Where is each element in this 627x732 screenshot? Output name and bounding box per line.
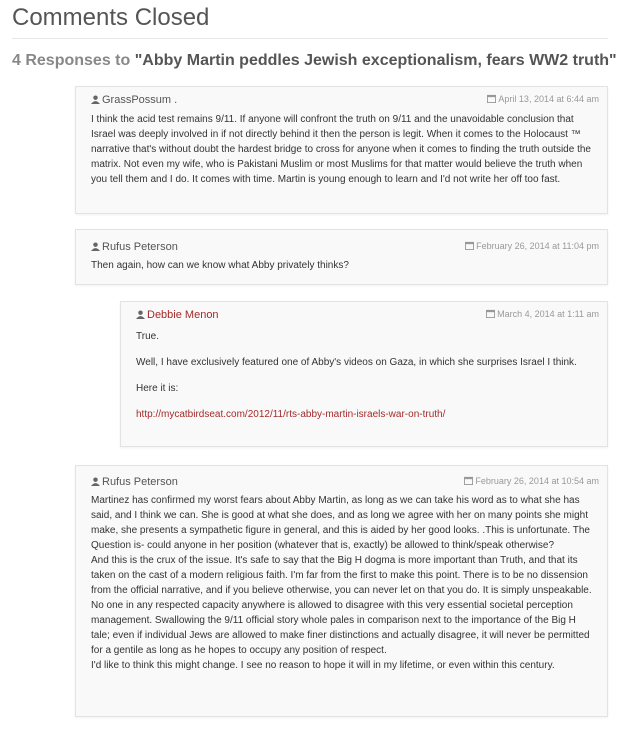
responses-heading: [12, 52, 617, 70]
external-link[interactable]: http://mycatbirdseat.com/2012/11/rts-abby-martin-israels-war-on-truth/: [136, 409, 446, 420]
comment-card: [75, 465, 608, 717]
comment-body: [91, 493, 597, 673]
comment-author: [91, 94, 177, 106]
author-name: Rufus Peterson: [102, 241, 178, 253]
comment-card: [75, 86, 608, 214]
comment-author[interactable]: [136, 309, 219, 321]
reply-card: [120, 301, 608, 447]
comment-body: [91, 258, 597, 273]
author-name: GrassPossum .: [102, 94, 178, 106]
author-name: Rufus Peterson: [102, 476, 178, 488]
comment-date: [487, 94, 599, 104]
comment-paragraph: Then again, how can we know what Abby privately thinks?: [91, 260, 349, 271]
calendar-icon: [486, 309, 495, 318]
date-text: March 4, 2014 at 1:11 am: [497, 309, 599, 319]
comment-date: [486, 309, 599, 319]
title-divider: [12, 38, 608, 39]
user-icon: [91, 95, 100, 104]
comment-body: [91, 112, 597, 187]
comment-paragraph: And this is the crux of the issue. It's safe to say that the Big H dogma is more important than Truth, and that its taken on the cast of a modern religious faith. I'm far from the first to make this point. There is to be no dissension from the official narrative, and if you believe otherwise, you can never let on that you do. It is simply unspeakable. No one in any respected capacity anywhere is allowed to disagree with this very essential societal perception management. Swallowing the 9/11 official story whole pales in comparison next to the importance of the Big H tale; even if individual Jews are allowed to make finer distinctions and actually disagree, it will never be permitted for a gentile as long as he hopes to occupy any position of respect.: [91, 555, 592, 656]
date-text: April 13, 2014 at 6:44 am: [498, 94, 599, 104]
post-title: "Abby Martin peddles Jewish exceptionalism, fears WW2 truth": [134, 52, 617, 69]
comment-link-paragraph: [136, 407, 597, 422]
comment-meta: [136, 309, 599, 323]
comment-meta: [91, 94, 599, 108]
comment-meta: [91, 476, 599, 490]
comment-paragraph: I'd like to think this might change. I see no reason to hope it will in my lifetime, or even within this century.: [91, 660, 555, 671]
calendar-icon: [465, 241, 474, 250]
comment-date: [465, 241, 599, 251]
comment-author: [91, 476, 178, 488]
comment-meta: [91, 241, 599, 255]
comment-paragraph: Well, I have exclusively featured one of Abby's videos on Gaza, in which she surprises Israel I think.: [136, 357, 577, 368]
page-title: Comments Closed: [12, 4, 210, 31]
comment-paragraph: True.: [136, 331, 159, 342]
comment-author: [91, 241, 178, 253]
comment-paragraph: Martinez has confirmed my worst fears about Abby Martin, as long as we can take his word as to what she has said, and I think we can. She is good at what she does, and as long we agree with her on many points she might make, she presents a sympathetic figure in general, and this is aided by her good looks. .This is unfortunate. The Question is- could anyone in her position (whatever that is, exactly) be allowed to think/speak otherwise?: [91, 495, 590, 551]
author-name[interactable]: Debbie Menon: [147, 309, 219, 321]
user-icon: [91, 477, 100, 486]
date-text: February 26, 2014 at 11:04 pm: [476, 241, 599, 251]
responses-count: 4 Responses to: [12, 52, 135, 69]
user-icon: [136, 310, 145, 319]
comment-paragraph: Here it is:: [136, 383, 179, 394]
calendar-icon: [464, 476, 473, 485]
calendar-icon: [487, 94, 496, 103]
comment-paragraph: I think the acid test remains 9/11. If anyone will confront the truth on 9/11 and the unavoidable conclusion that Israel was deeply involved in if not directly behind it then the person is legit. When it comes to the Holocaust ™ narrative that's without doubt the hardest bridge to cross for anyone when it comes to finding the truth outside the matrix. Not even my wife, who is Pakistani Muslim or most Muslims for that matter would believe the truth when you tell them and I do. It comes with time. Martin is young enough to learn and I'd not write her off too fast.: [91, 114, 591, 185]
comment-card: [75, 229, 608, 285]
user-icon: [91, 242, 100, 251]
comment-date: [464, 476, 599, 486]
comment-body: [136, 329, 597, 422]
date-text: February 26, 2014 at 10:54 am: [475, 476, 599, 486]
